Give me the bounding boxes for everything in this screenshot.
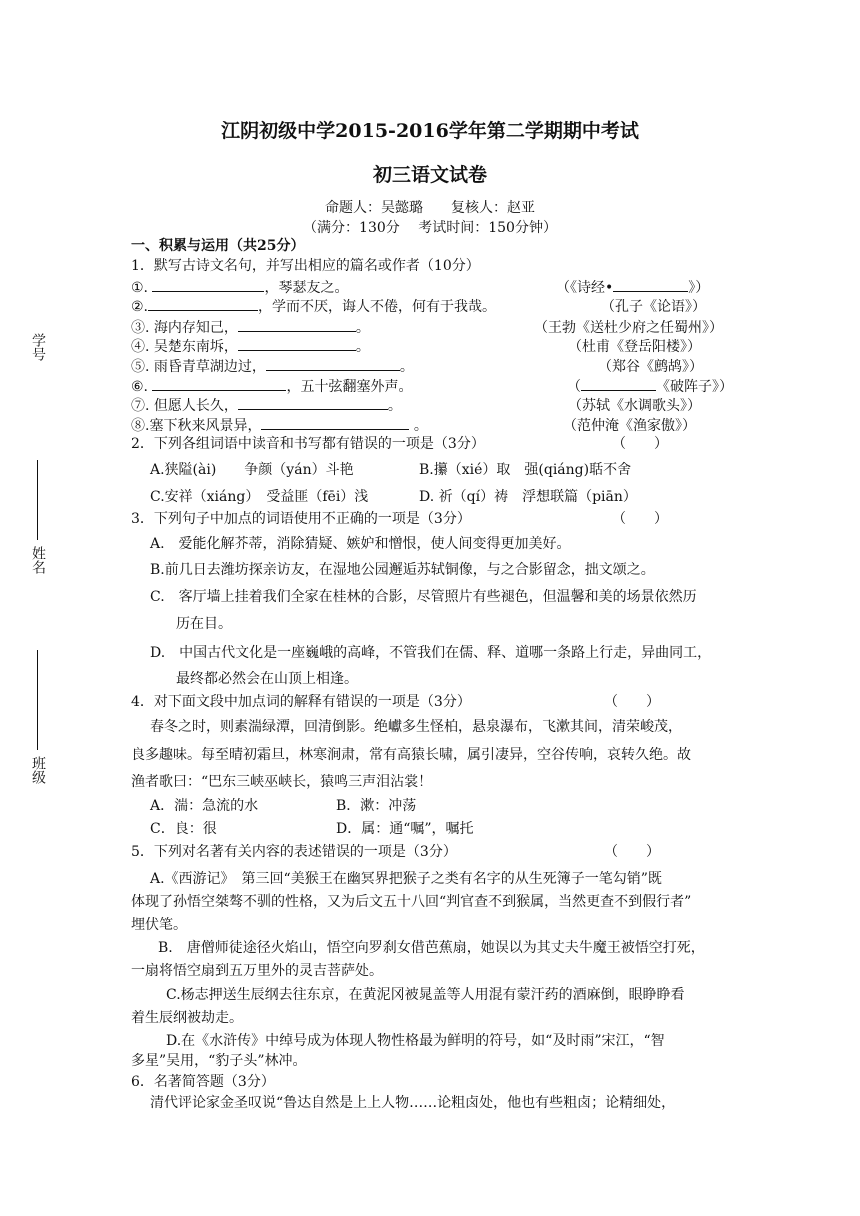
answer-blank[interactable] [266,356,400,371]
q1-item-4-source: （杜甫《登岳阳楼》） [568,339,701,355]
q1-item-1-source: （《诗经• 》） [556,277,709,297]
q2-stem: 2．下列各组词语中读音和书写都有错误的一项是（3分） [131,436,485,452]
q1-item-7: ⑦. 但愿人长久， 。 [131,395,402,415]
q2-option-a: A.狭隘(ài) 争颜（yán）斗艳 [150,462,354,478]
answer-blank[interactable] [238,317,356,332]
q1-item-2-source: （孔子《论语》） [601,299,706,315]
answer-blank[interactable] [238,395,388,410]
q5-stem: 5．下列对名著有关内容的表述错误的一项是（3分） [131,844,457,860]
q5-option-b-line2: 一扇将悟空扇到五万里外的灵吉菩萨处。 [131,963,383,979]
side-line-class [37,650,38,750]
q3-option-d-line1: D. 中国古代文化是一座巍峨的高峰，不管我们在儒、释、道哪一条路上行走，异曲同工， [150,645,712,661]
q5-option-a-line1: A.《西游记》 第三回“美猴王在幽冥界把猴子之类有名字的从生死簿子一笔勾销”既 [150,871,662,887]
q3-option-a: A. 爱能化解芥蒂，消除猜疑、嫉妒和憎恨，使人间变得更加美好。 [150,536,571,552]
q2-answer-bracket[interactable]: （ ） [612,436,668,452]
q3-option-d-line2: 最终都必然会在山顶上相逢。 [176,671,358,687]
q1-item-2: ②. ，学而不厌，诲人不倦，何有于我哉。 [131,296,496,316]
side-label-name: 姓名 [30,546,46,574]
q2-option-c: C.安祥（xiáng） 受益匪（fēi）浅 [150,489,369,505]
answer-blank[interactable] [152,376,286,391]
q2-option-d: D. 祈（qí）祷 浮想联篇（piān） [419,489,637,505]
q5-answer-bracket[interactable]: （ ） [604,844,660,860]
q1-item-6-source: （ 《破阵子》） [567,376,733,396]
q1-item-3: ③. 海内存知己， 。 [131,317,370,337]
q3-option-c-line2: 历在目。 [176,616,232,632]
q1-item-5: ⑤. 雨昏青草湖边过， 。 [131,356,414,376]
q3-answer-bracket[interactable]: （ ） [612,511,668,527]
side-label-class: 班级 [30,756,46,784]
q5-option-d-line2: 多星”吴用，“豹子头”林冲。 [131,1053,307,1069]
answer-blank[interactable] [148,296,258,311]
q1-stem: 1．默写古诗文名句，并写出相应的篇名或作者（10分） [131,258,480,274]
q4-answer-bracket[interactable]: （ ） [604,694,660,710]
q1-item-1: ①. ，琴瑟友之。 [131,277,348,297]
exam-subtitle: 初三语文试卷 [372,164,487,186]
q1-item-8: ⑧.塞下秋来风景异， 。 [131,415,428,435]
q4-passage-line2: 良多趣味。每至晴初霜旦，林寒涧肃，常有高猿长啸，属引凄异，空谷传响，哀转久绝。故 [131,747,691,763]
authors-line: 命题人：吴懿璐 复核人：赵亚 [325,200,535,216]
q5-option-a-line3: 埋伏笔。 [131,917,187,933]
q4-option-c: C．良：很 [150,821,217,837]
q5-option-c-line1: C.杨志押送生辰纲去往东京，在黄泥冈被晁盖等人用混有蒙汗药的酒麻倒，眼睁睁看 [166,987,685,1003]
q4-stem: 4．对下面文段中加点词的解释有错误的一项是（3分） [131,694,471,710]
q1-item-3-source: （王勃《送杜少府之任蜀州》） [534,320,723,336]
q3-option-b: B.前几日去潍坊探亲访友，在湿地公园邂逅苏轼铜像，与之合影留念，拙文颂之。 [150,562,655,578]
q5-option-b-line1: B. 唐僧师徒途径火焰山，悟空向罗刹女借芭蕉扇，她误以为其丈夫牛魔王被悟空打死， [158,940,705,956]
q4-passage-line3: 渔者歌曰：“巴东三峡巫峡长，猿鸣三声泪沾裳！ [131,774,433,790]
q5-option-a-line2: 体现了孙悟空桀骜不驯的性格，又为后文五十八回“判官查不到猴属，当然更查不到假行者” [131,894,692,910]
q1-item-6: ⑥. ，五十弦翻塞外声。 [131,376,412,396]
q4-option-b: B．漱：冲荡 [336,798,417,814]
q4-option-d: D．属：通“嘱”，嘱托 [336,821,474,837]
answer-blank[interactable] [238,336,356,351]
q6-stem: 6．名著简答题（3分） [131,1074,275,1090]
answer-blank[interactable] [152,277,264,292]
answer-blank[interactable] [261,415,409,430]
q1-item-7-source: （苏轼《水调歌头》） [568,398,701,414]
q5-option-c-line2: 着生辰纲被劫走。 [131,1010,243,1026]
q1-item-5-source: （郑谷《鹧鸪》） [598,359,703,375]
q6-text: 清代评论家金圣叹说“鲁达自然是上上人物……论粗卤处，他也有些粗卤；论精细处， [150,1095,676,1111]
side-label-student-id: 学号 [30,333,46,361]
q3-option-c-line1: C. 客厅墙上挂着我们全家在桂林的合影，尽管照片有些褪色，但温馨和美的场景依然历 [150,589,697,605]
answer-blank[interactable] [581,376,656,391]
section-heading: 一、积累与运用（共25分） [131,238,305,254]
q1-item-4: ④. 吴楚东南坼， 。 [131,336,370,356]
q5-option-d-line1: D.在《水浒传》中绰号成为体现人物性格最为鲜明的符号，如“及时雨”宋江，“智 [166,1033,665,1049]
q1-item-8-source: （范仲淹《渔家傲》） [563,418,696,434]
q4-option-a: A．湍：急流的水 [150,798,259,814]
q4-passage-line1: 春冬之时，则素湍绿潭，回清倒影。绝巘多生怪柏，悬泉瀑布，飞漱其间，清荣峻茂， [150,719,682,735]
q3-stem: 3．下列句子中加点的词语使用不正确的一项是（3分） [131,511,471,527]
exam-title: 江阴初级中学2015-2016学年第二学期期中考试 [221,120,639,142]
q2-option-b: B.攥（xié）取 强(qiáng)聒不舍 [419,462,632,478]
exam-info-line: （满分：130分 考试时间：150分钟） [303,220,557,236]
side-line-name [37,460,38,540]
answer-blank[interactable] [613,277,688,292]
